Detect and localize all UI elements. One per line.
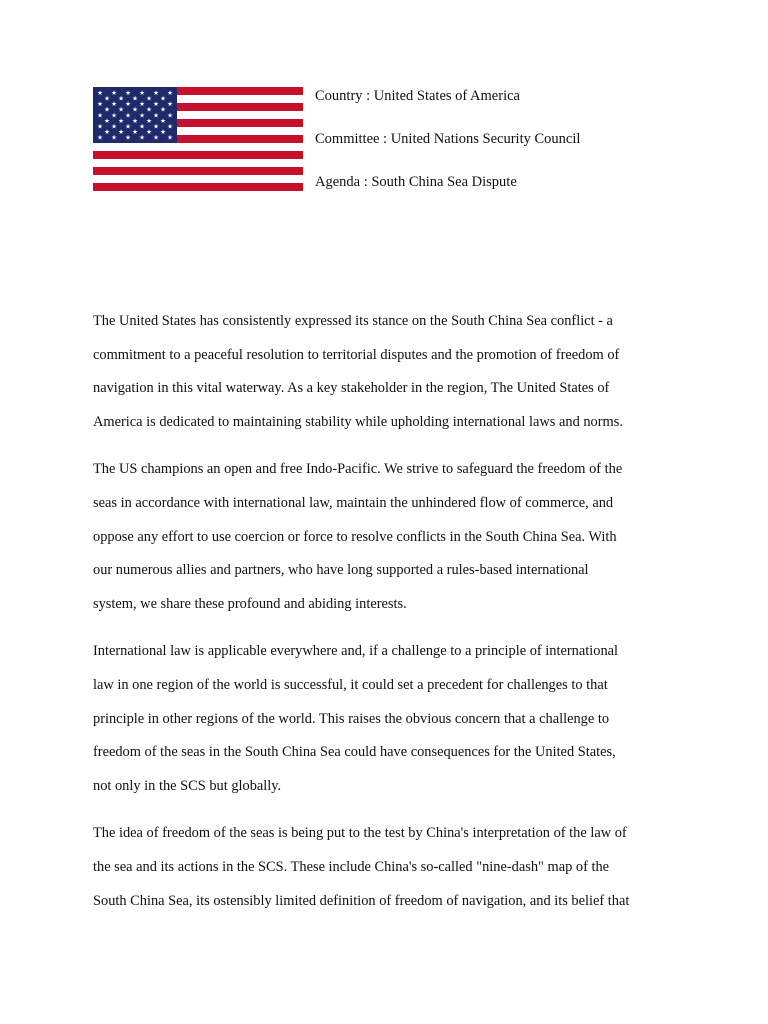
flag-star: ★ bbox=[167, 88, 173, 97]
flag-star: ★ bbox=[125, 111, 131, 120]
flag-stripe bbox=[93, 183, 303, 191]
committee-line: Committee : United Nations Security Council bbox=[315, 131, 581, 147]
text-line: principle in other regions of the world. This raises the obvious concern that a challenge to bbox=[93, 710, 610, 727]
flag-star: ★ bbox=[160, 116, 166, 125]
paragraph bbox=[93, 305, 683, 439]
flag-star: ★ bbox=[167, 133, 173, 142]
flag-star: ★ bbox=[160, 128, 166, 137]
flag-star: ★ bbox=[153, 111, 159, 120]
flag-star: ★ bbox=[132, 105, 138, 114]
flag-star: ★ bbox=[97, 100, 103, 109]
flag-star: ★ bbox=[167, 100, 173, 109]
text-line: The United States has consistently expressed its stance on the South China Sea conflict - a bbox=[93, 313, 613, 329]
flag-star: ★ bbox=[111, 111, 117, 120]
flag-stripe bbox=[93, 167, 303, 175]
flag-star: ★ bbox=[104, 128, 110, 137]
flag-star: ★ bbox=[97, 122, 103, 131]
text-line: America is dedicated to maintaining stability while upholding international laws and norms. bbox=[93, 413, 623, 430]
text-line: navigation in this vital waterway. As a key stakeholder in the region, The United States of bbox=[93, 380, 610, 397]
flag-star: ★ bbox=[160, 105, 166, 114]
flag-star: ★ bbox=[125, 133, 131, 142]
flag-star: ★ bbox=[125, 88, 131, 97]
flag-star: ★ bbox=[118, 105, 124, 114]
flag-star: ★ bbox=[146, 105, 152, 114]
flag-stripe bbox=[93, 151, 303, 159]
position-paper-body bbox=[93, 305, 683, 932]
flag-star: ★ bbox=[104, 105, 110, 114]
flag-stripe bbox=[93, 159, 303, 167]
agenda-line: Agenda : South China Sea Dispute bbox=[315, 174, 517, 190]
text-line: law in one region of the world is successful, it could set a precedent for challenges to that bbox=[93, 676, 608, 693]
flag-star: ★ bbox=[125, 100, 131, 109]
flag-star: ★ bbox=[125, 122, 131, 131]
text-line: not only in the SCS but globally. bbox=[93, 777, 282, 794]
flag-star: ★ bbox=[111, 122, 117, 131]
document-header bbox=[315, 86, 735, 192]
text-line: oppose any effort to use coercion or force to resolve conflicts in the South China Sea. With bbox=[93, 528, 617, 545]
flag-star: ★ bbox=[97, 133, 103, 142]
flag-star: ★ bbox=[111, 133, 117, 142]
text-line: system, we share these profound and abiding interests. bbox=[93, 595, 407, 612]
text-line: our numerous allies and partners, who have long supported a rules-based international bbox=[93, 562, 589, 579]
text-line: seas in accordance with international law, maintain the unhindered flow of commerce, and bbox=[93, 494, 614, 511]
flag-stripe bbox=[93, 143, 303, 151]
text-line: International law is applicable everywhere and, if a challenge to a principle of international bbox=[93, 643, 619, 660]
flag-star: ★ bbox=[139, 100, 145, 109]
flag-star: ★ bbox=[132, 116, 138, 125]
flag-star: ★ bbox=[146, 128, 152, 137]
text-line: The US champions an open and free Indo-Pacific. We strive to safeguard the freedom of the bbox=[93, 461, 623, 478]
paragraph bbox=[93, 817, 683, 918]
flag-star: ★ bbox=[153, 88, 159, 97]
flag-star: ★ bbox=[132, 94, 138, 103]
flag-star: ★ bbox=[132, 128, 138, 137]
text-line: The idea of freedom of the seas is being put to the test by China's interpretation of the law of bbox=[93, 825, 627, 842]
flag-star: ★ bbox=[146, 94, 152, 103]
country-line: Country : United States of America bbox=[315, 88, 520, 104]
text-line: the sea and its actions in the SCS. These include China's so-called "nine-dash" map of the bbox=[93, 858, 610, 875]
flag-stripe bbox=[93, 175, 303, 183]
flag-star: ★ bbox=[111, 88, 117, 97]
flag-star: ★ bbox=[111, 100, 117, 109]
text-line: South China Sea, its ostensibly limited definition of freedom of navigation, and its belief that bbox=[93, 892, 630, 909]
flag-star: ★ bbox=[153, 100, 159, 109]
flag-star: ★ bbox=[118, 128, 124, 137]
paragraph bbox=[93, 635, 683, 803]
text-line: freedom of the seas in the South China Sea could have consequences for the United States, bbox=[93, 744, 616, 761]
flag-star: ★ bbox=[97, 111, 103, 120]
flag-star: ★ bbox=[167, 122, 173, 131]
flag-star: ★ bbox=[118, 116, 124, 125]
flag-star: ★ bbox=[139, 122, 145, 131]
flag-star: ★ bbox=[104, 94, 110, 103]
text-line: commitment to a peaceful resolution to territorial disputes and the promotion of freedom of bbox=[93, 346, 620, 363]
flag-star: ★ bbox=[139, 133, 145, 142]
flag-star: ★ bbox=[153, 133, 159, 142]
paragraph bbox=[93, 453, 683, 621]
flag-star: ★ bbox=[153, 122, 159, 131]
flag-star: ★ bbox=[104, 116, 110, 125]
flag-star: ★ bbox=[139, 111, 145, 120]
united-states-flag bbox=[93, 87, 303, 191]
flag-star: ★ bbox=[97, 88, 103, 97]
flag-star: ★ bbox=[139, 88, 145, 97]
flag-star: ★ bbox=[160, 94, 166, 103]
flag-star: ★ bbox=[118, 94, 124, 103]
flag-star: ★ bbox=[146, 116, 152, 125]
flag-star: ★ bbox=[167, 111, 173, 120]
